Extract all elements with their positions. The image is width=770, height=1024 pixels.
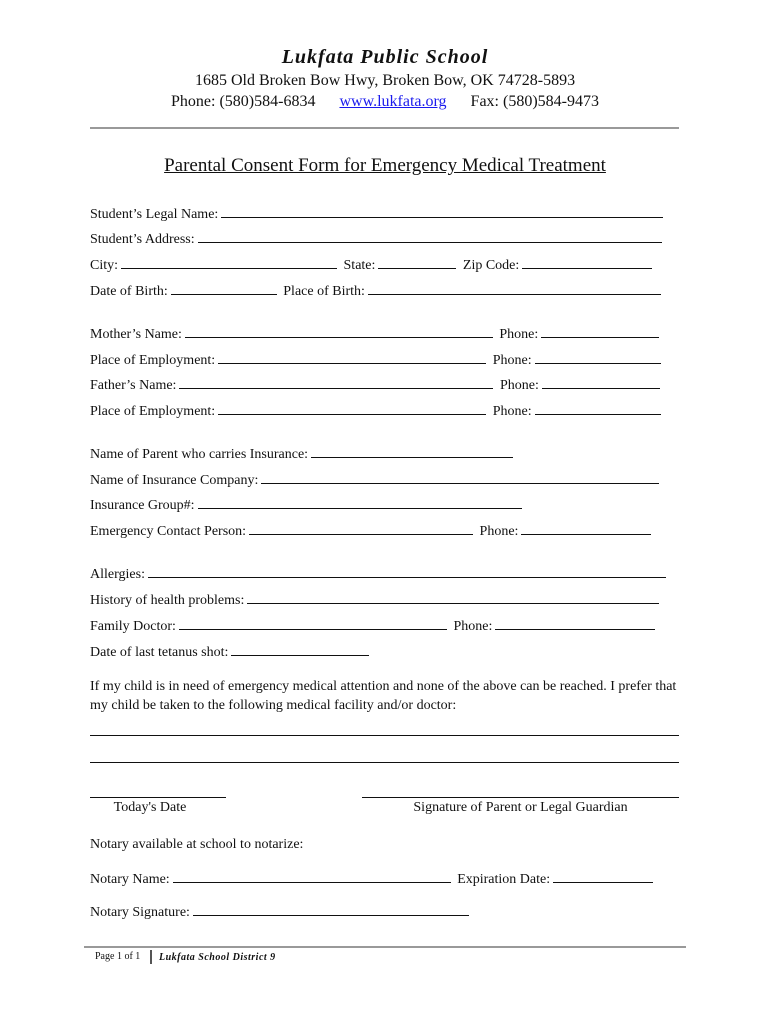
father-employment-label: Place of Employment: bbox=[90, 404, 216, 419]
dob-field[interactable] bbox=[171, 282, 277, 295]
family-doctor-label: Family Doctor: bbox=[90, 619, 176, 634]
father-name-label: Father’s Name: bbox=[90, 378, 177, 393]
history-field[interactable] bbox=[247, 591, 659, 604]
pob-field[interactable] bbox=[368, 282, 661, 295]
footer-separator bbox=[150, 950, 152, 964]
mother-phone-field[interactable] bbox=[541, 325, 659, 338]
insurance-group-field[interactable] bbox=[198, 496, 522, 509]
mother-employment-label: Place of Employment: bbox=[90, 353, 216, 368]
city-label: City: bbox=[90, 258, 119, 273]
guardian-signature-line[interactable] bbox=[362, 797, 679, 798]
doctor-phone-field[interactable] bbox=[495, 617, 655, 630]
zip-field[interactable] bbox=[522, 256, 652, 269]
mother-work-phone-field[interactable] bbox=[535, 351, 661, 364]
city-field[interactable] bbox=[121, 256, 337, 269]
family-doctor-field[interactable] bbox=[179, 617, 447, 630]
insurance-group-row bbox=[90, 496, 525, 514]
todays-date-label: Today's Date bbox=[113, 800, 187, 815]
allergies-field[interactable] bbox=[148, 565, 666, 578]
father-employment-row bbox=[90, 402, 664, 420]
insurance-company-row bbox=[90, 471, 662, 489]
school-address: 1685 Old Broken Bow Hwy, Broken Bow, OK 74728-5893 bbox=[194, 72, 576, 89]
notary-name-row bbox=[90, 870, 656, 888]
father-employment-field[interactable] bbox=[218, 402, 486, 415]
emergency-contact-field[interactable] bbox=[249, 522, 473, 535]
mother-employment-field[interactable] bbox=[218, 351, 486, 364]
mother-row bbox=[90, 325, 662, 343]
header-divider bbox=[90, 127, 679, 129]
state-field[interactable] bbox=[378, 256, 456, 269]
father-row bbox=[90, 376, 663, 394]
phone-number: Phone: (580)584-6834 bbox=[171, 93, 316, 110]
contact-line bbox=[0, 93, 770, 111]
insurance-company-label: Name of Insurance Company: bbox=[90, 473, 259, 488]
notary-signature-field[interactable] bbox=[193, 903, 469, 916]
emergency-phone-field[interactable] bbox=[521, 522, 651, 535]
father-name-field[interactable] bbox=[179, 376, 493, 389]
student-name-field[interactable] bbox=[221, 205, 663, 218]
doctor-phone-label: Phone: bbox=[453, 619, 493, 634]
mother-work-phone-label: Phone: bbox=[492, 353, 532, 368]
emergency-contact-label: Emergency Contact Person: bbox=[90, 524, 247, 539]
insurance-parent-row bbox=[90, 445, 516, 463]
notary-signature-label: Notary Signature: bbox=[90, 905, 190, 920]
insurance-company-field[interactable] bbox=[261, 471, 659, 484]
student-name-label: Student’s Legal Name: bbox=[90, 207, 219, 222]
date-signature-line[interactable] bbox=[90, 797, 226, 798]
page-number: Page 1 of 1 bbox=[95, 951, 141, 962]
school-name: Lukfata Public School bbox=[281, 46, 489, 68]
student-address-field[interactable] bbox=[198, 230, 662, 243]
city-row bbox=[90, 256, 655, 274]
tetanus-field[interactable] bbox=[231, 643, 369, 656]
state-label: State: bbox=[343, 258, 376, 273]
father-work-phone-label: Phone: bbox=[492, 404, 532, 419]
notary-name-label: Notary Name: bbox=[90, 872, 170, 887]
father-phone-label: Phone: bbox=[499, 378, 539, 393]
preference-line-1[interactable] bbox=[90, 735, 679, 736]
expiration-label: Expiration Date: bbox=[457, 872, 551, 887]
mother-name-label: Mother’s Name: bbox=[90, 327, 182, 342]
guardian-signature-label: Signature of Parent or Legal Guardian bbox=[413, 800, 628, 815]
emergency-phone-label: Phone: bbox=[479, 524, 519, 539]
footer-district: Lukfata School District 9 bbox=[159, 952, 276, 963]
student-address-label: Student’s Address: bbox=[90, 232, 195, 247]
insurance-parent-label: Name of Parent who carries Insurance: bbox=[90, 447, 309, 462]
tetanus-row bbox=[90, 643, 372, 661]
mother-employment-row bbox=[90, 351, 664, 369]
mother-name-field[interactable] bbox=[185, 325, 493, 338]
zip-label: Zip Code: bbox=[462, 258, 520, 273]
expiration-field[interactable] bbox=[553, 870, 653, 883]
father-work-phone-field[interactable] bbox=[535, 402, 661, 415]
footer-divider bbox=[84, 946, 686, 948]
allergies-label: Allergies: bbox=[90, 567, 145, 582]
website-link[interactable]: www.lukfata.org bbox=[339, 93, 447, 110]
allergies-row bbox=[90, 565, 669, 583]
mother-phone-label: Phone: bbox=[499, 327, 539, 342]
student-address-row bbox=[90, 230, 665, 248]
tetanus-label: Date of last tetanus shot: bbox=[90, 645, 229, 660]
insurance-parent-field[interactable] bbox=[311, 445, 513, 458]
notary-available: Notary available at school to notarize: bbox=[90, 837, 304, 852]
student-name-row bbox=[90, 205, 666, 223]
birth-row bbox=[90, 282, 664, 300]
father-phone-field[interactable] bbox=[542, 376, 660, 389]
family-doctor-row bbox=[90, 617, 658, 635]
preference-paragraph: If my child is in need of emergency medical attention and none of the above can be reached. I prefer that my child be taken to the following medical facility and/or doctor: bbox=[90, 679, 677, 713]
history-label: History of health problems: bbox=[90, 593, 245, 608]
notary-signature-row bbox=[90, 903, 472, 921]
emergency-contact-row bbox=[90, 522, 654, 540]
insurance-group-label: Insurance Group#: bbox=[90, 498, 195, 513]
notary-name-field[interactable] bbox=[173, 870, 451, 883]
history-row bbox=[90, 591, 662, 609]
fax-number: Fax: (580)584-9473 bbox=[470, 93, 599, 110]
dob-label: Date of Birth: bbox=[90, 284, 168, 299]
form-title: Parental Consent Form for Emergency Medical Treatment bbox=[164, 155, 606, 176]
preference-line-2[interactable] bbox=[90, 762, 679, 763]
pob-label: Place of Birth: bbox=[283, 284, 365, 299]
